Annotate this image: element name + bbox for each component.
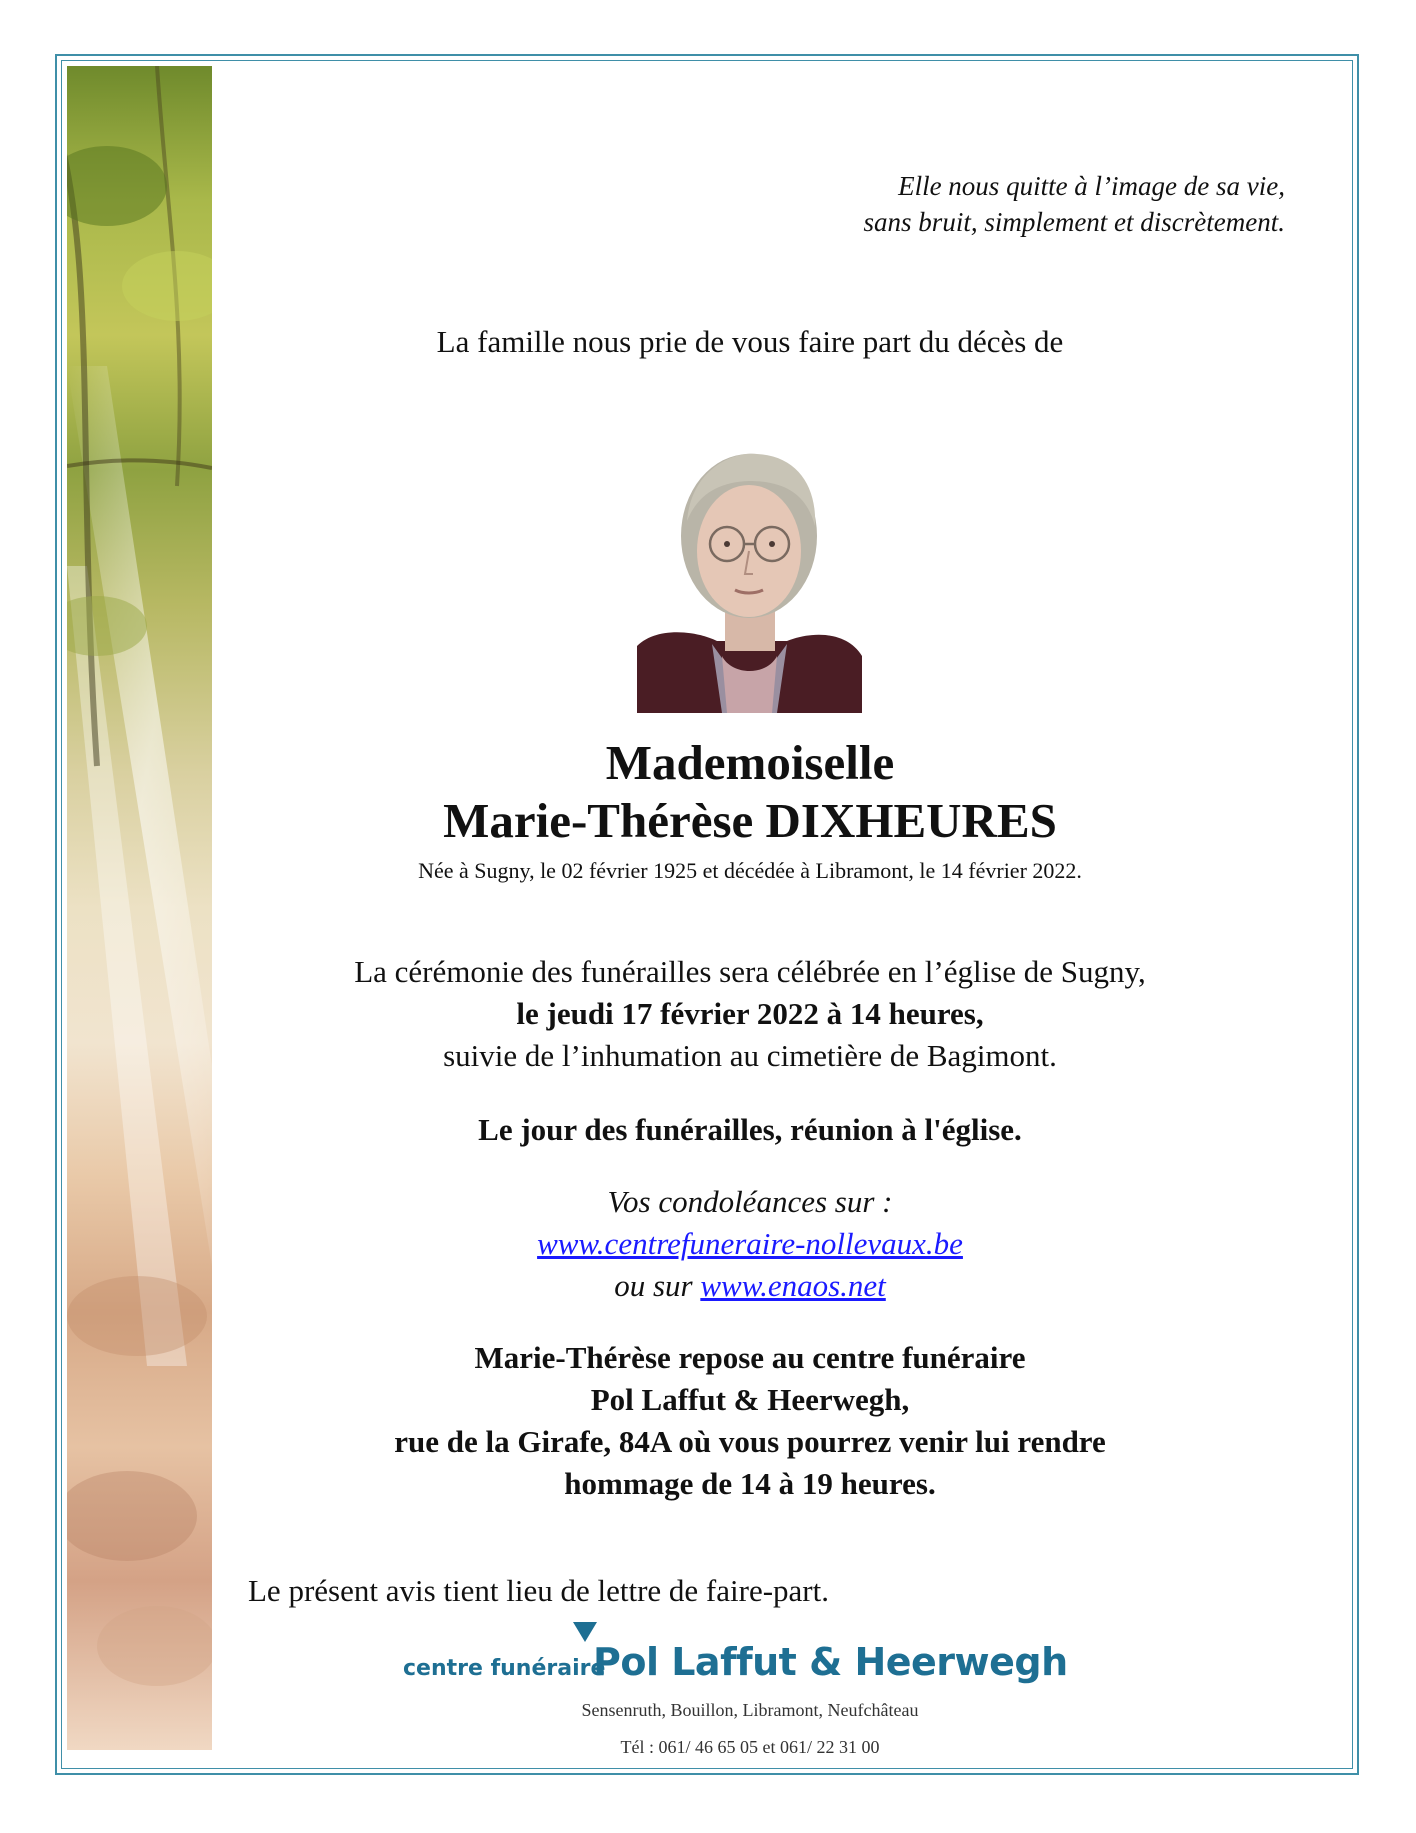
ceremony-date: le jeudi 17 février 2022 à 14 heures, (516, 996, 984, 1031)
deceased-name: Marie-Thérèse DIXHEURES (443, 793, 1057, 848)
intro-text: La famille nous prie de vous faire part du décès de (436, 324, 1064, 359)
logo-triangle-icon (573, 1622, 597, 1642)
ceremony-line-1: La cérémonie des funérailles sera célébrée en l’église de Sugny, (354, 954, 1146, 989)
birth-death-dates: Née à Sugny, le 02 février 1925 et décédée à Libramont, le 14 février 2022. (418, 858, 1082, 883)
ceremony-line-3: suivie de l’inhumation au cimetière de Bagimont. (443, 1038, 1057, 1073)
logo-big-text: Pol Laffut & Heerwegh (593, 1640, 1068, 1684)
centrefuneraire-link[interactable]: www.centrefuneraire-nollevaux.be (537, 1226, 963, 1261)
enaos-link[interactable]: www.enaos.net (700, 1268, 886, 1303)
repose-line-2: Pol Laffut & Heerwegh, (590, 1382, 910, 1417)
repose-line-3: rue de la Girafe, 84A où vous pourrez venir lui rendre (394, 1424, 1106, 1459)
quote-line-2: sans bruit, simplement et discrètement. (863, 207, 1285, 237)
condolences-link-row (215, 1224, 1285, 1264)
footer-locations: Sensenruth, Bouillon, Libramont, Neufchâteau (581, 1700, 919, 1720)
forest-path-image (67, 66, 212, 1750)
inner-border (61, 60, 1353, 1769)
notice-text: Le présent avis tient lieu de lettre de faire-part. (248, 1573, 829, 1608)
logo-small-text: centre funéraire (403, 1656, 606, 1681)
condolences-label: Vos condoléances sur : (607, 1184, 893, 1219)
deceased-title: Mademoiselle (605, 735, 895, 790)
meeting-info: Le jour des funérailles, réunion à l'église. (478, 1112, 1022, 1147)
quote-line-1: Elle nous quitte à l’image de sa vie, (898, 171, 1285, 201)
footer-phone: Tél : 061/ 46 65 05 et 061/ 22 31 00 (620, 1737, 880, 1757)
or-prefix: ou sur (614, 1268, 693, 1303)
repose-line-4: hommage de 14 à 19 heures. (564, 1466, 936, 1501)
deceased-portrait-photo (637, 426, 862, 713)
funeral-home-logo (395, 1622, 1068, 1692)
condolences-alt-row (215, 1266, 1285, 1306)
repose-line-1: Marie-Thérèse repose au centre funéraire (474, 1340, 1026, 1375)
